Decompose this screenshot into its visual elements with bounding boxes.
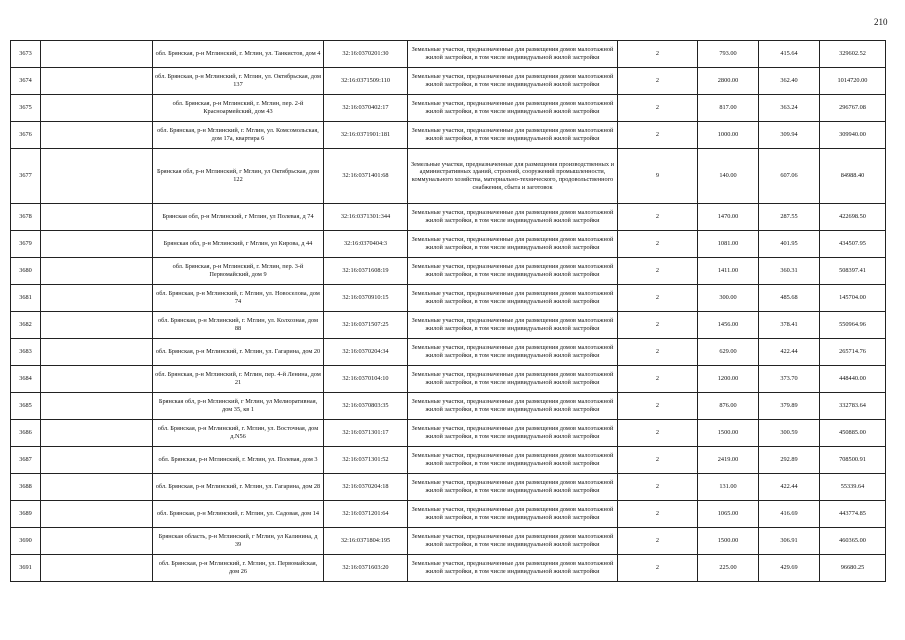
group-code-cell: 2 [618,204,698,231]
cadastral-value-cell: 84988.40 [820,149,886,204]
cadastral-value-cell: 1014720.00 [820,68,886,95]
address-cell: обл. Брянская, р-н Мглинский, г. Мглин, ул. Гагарина, дом 28 [153,474,324,501]
area-cell: 1411.00 [698,258,759,285]
address-cell: обл. Брянская, р-н Мглинский, г. Мглин, пер. 4-й Ленина, дом 21 [153,366,324,393]
empty-cell [41,122,153,149]
empty-cell [41,474,153,501]
page-number: 210 [874,17,888,27]
address-cell: обл. Брянская, р-н Мглинский, г. Мглин, ул. Комсомольская, дом 17а, квартира 6 [153,122,324,149]
empty-cell [41,447,153,474]
address-cell: Брянская область, р-н Мглинский, г Мглин, ул Калинина, д 39 [153,528,324,555]
specific-value-cell: 416.69 [759,501,820,528]
specific-value-cell: 373.70 [759,366,820,393]
group-code-cell: 2 [618,95,698,122]
address-cell: обл. Брянская, р-н Мглинский, г. Мглин, пер. 2-й Красноармейский, дом 43 [153,95,324,122]
area-cell: 1470.00 [698,204,759,231]
area-cell: 300.00 [698,285,759,312]
table-row [11,339,886,366]
cadastral-value-cell: 443774.85 [820,501,886,528]
area-cell: 1456.00 [698,312,759,339]
cadastral-number-cell: 32:16:0370402:17 [324,95,408,122]
cadastral-value-cell: 55339.64 [820,474,886,501]
land-use-cell: Земельные участки, предназначенные для размещения домов малоэтажной жилой застройки, в том числе индивидуальной жилой застройки [408,528,618,555]
table-row [11,501,886,528]
table-row [11,95,886,122]
empty-cell [41,41,153,68]
cadastral-value-cell: 309940.00 [820,122,886,149]
area-cell: 1000.00 [698,122,759,149]
cadastral-value-cell: 708500.91 [820,447,886,474]
land-use-cell: Земельные участки, предназначенные для размещения домов малоэтажной жилой застройки, в том числе индивидуальной жилой застройки [408,285,618,312]
row-number-cell: 3675 [11,95,41,122]
cadastral-number-cell: 32:16:0371804:195 [324,528,408,555]
area-cell: 876.00 [698,393,759,420]
cadastral-value-cell: 296767.08 [820,95,886,122]
group-code-cell: 2 [618,366,698,393]
group-code-cell: 2 [618,447,698,474]
area-cell: 629.00 [698,339,759,366]
address-cell: обл. Брянская, р-н Мглинский, г. Мглин, ул. Первомайская, дом 26 [153,555,324,582]
cadastral-value-cell: 434507.95 [820,231,886,258]
area-cell: 1500.00 [698,528,759,555]
cadastral-number-cell: 32:16:0371301:344 [324,204,408,231]
row-number-cell: 3674 [11,68,41,95]
cadastral-number-cell: 32:16:0371201:64 [324,501,408,528]
land-use-cell: Земельные участки, предназначенные для размещения домов малоэтажной жилой застройки, в том числе индивидуальной жилой застройки [408,231,618,258]
cadastral-value-cell: 265714.76 [820,339,886,366]
land-use-cell: Земельные участки, предназначенные для размещения домов малоэтажной жилой застройки, в том числе индивидуальной жилой застройки [408,393,618,420]
table-row [11,474,886,501]
cadastral-number-cell: 32:16:0370204:18 [324,474,408,501]
specific-value-cell: 287.55 [759,204,820,231]
specific-value-cell: 362.40 [759,68,820,95]
address-cell: Брянская обл, р-н Мглинский, г Мглин, ул Полевая, д 74 [153,204,324,231]
cadastral-number-cell: 32:16:0370910:15 [324,285,408,312]
table-body [11,41,886,582]
area-cell: 1200.00 [698,366,759,393]
group-code-cell: 2 [618,312,698,339]
group-code-cell: 2 [618,474,698,501]
group-code-cell: 2 [618,41,698,68]
cadastral-value-cell: 450885.00 [820,420,886,447]
cadastral-value-cell: 332783.64 [820,393,886,420]
empty-cell [41,312,153,339]
cadastral-number-cell: 32:16:0371509:110 [324,68,408,95]
land-use-cell: Земельные участки, предназначенные для размещения домов малоэтажной жилой застройки, в том числе индивидуальной жилой застройки [408,41,618,68]
address-cell: Брянская обл, р-н Мглинский, г Мглин, ул Кирова, д 44 [153,231,324,258]
group-code-cell: 2 [618,258,698,285]
table-row [11,149,886,204]
area-cell: 1065.00 [698,501,759,528]
empty-cell [41,501,153,528]
address-cell: обл. Брянская, р-н Мглинский, г. Мглин, ул. Садовая, дом 14 [153,501,324,528]
empty-cell [41,339,153,366]
row-number-cell: 3686 [11,420,41,447]
cadastral-value-cell: 508397.41 [820,258,886,285]
empty-cell [41,366,153,393]
empty-cell [41,528,153,555]
row-number-cell: 3679 [11,231,41,258]
land-use-cell: Земельные участки, предназначенные для размещения домов малоэтажной жилой застройки, в том числе индивидуальной жилой застройки [408,501,618,528]
specific-value-cell: 309.94 [759,122,820,149]
land-use-cell: Земельные участки, предназначенные для размещения домов малоэтажной жилой застройки, в том числе индивидуальной жилой застройки [408,420,618,447]
address-cell: обл. Брянская, р-н Мглинский, г. Мглин, ул. Гагарина, дом 20 [153,339,324,366]
address-cell: обл. Брянская, р-н Мглинский, г. Мглин, ул. Новоселова, дом 74 [153,285,324,312]
table-row [11,528,886,555]
land-use-cell: Земельные участки, предназначенные для размещения домов малоэтажной жилой застройки, в том числе индивидуальной жилой застройки [408,339,618,366]
row-number-cell: 3681 [11,285,41,312]
row-number-cell: 3682 [11,312,41,339]
empty-cell [41,149,153,204]
cadastral-number-cell: 32:16:0371301:52 [324,447,408,474]
land-use-cell: Земельные участки, предназначенные для размещения домов малоэтажной жилой застройки, в том числе индивидуальной жилой застройки [408,258,618,285]
specific-value-cell: 415.64 [759,41,820,68]
table-row [11,204,886,231]
specific-value-cell: 292.89 [759,447,820,474]
cadastral-number-cell: 32:16:0370201:30 [324,41,408,68]
land-use-cell: Земельные участки, предназначенные для размещения домов малоэтажной жилой застройки, в том числе индивидуальной жилой застройки [408,474,618,501]
row-number-cell: 3684 [11,366,41,393]
land-use-cell: Земельные участки, предназначенные для размещения производственных и административных зданий, строений, сооружений промышленности, коммунального хозяйства, материально-технического, продовольственного снабжения, сбыта и заготовок [408,149,618,204]
area-cell: 225.00 [698,555,759,582]
row-number-cell: 3685 [11,393,41,420]
specific-value-cell: 607.06 [759,149,820,204]
specific-value-cell: 306.91 [759,528,820,555]
cadastral-value-cell: 448440.00 [820,366,886,393]
address-cell: Брянская обл, р-н Мглинский, г Мглин, ул Октябрьская, дом 122 [153,149,324,204]
group-code-cell: 2 [618,339,698,366]
empty-cell [41,68,153,95]
specific-value-cell: 401.95 [759,231,820,258]
table-row [11,258,886,285]
table-row [11,393,886,420]
row-number-cell: 3678 [11,204,41,231]
table-row [11,420,886,447]
group-code-cell: 2 [618,122,698,149]
row-number-cell: 3677 [11,149,41,204]
empty-cell [41,285,153,312]
land-use-cell: Земельные участки, предназначенные для размещения домов малоэтажной жилой застройки, в том числе индивидуальной жилой застройки [408,204,618,231]
land-use-cell: Земельные участки, предназначенные для размещения домов малоэтажной жилой застройки, в том числе индивидуальной жилой застройки [408,555,618,582]
specific-value-cell: 360.31 [759,258,820,285]
cadastral-number-cell: 32:16:0371901:181 [324,122,408,149]
group-code-cell: 9 [618,149,698,204]
specific-value-cell: 422.44 [759,474,820,501]
cadastral-value-cell: 550964.96 [820,312,886,339]
cadastral-number-cell: 32:16:0370104:10 [324,366,408,393]
empty-cell [41,420,153,447]
row-number-cell: 3691 [11,555,41,582]
row-number-cell: 3680 [11,258,41,285]
table-row [11,285,886,312]
table-row [11,447,886,474]
group-code-cell: 2 [618,231,698,258]
specific-value-cell: 379.89 [759,393,820,420]
row-number-cell: 3673 [11,41,41,68]
cadastral-number-cell: 32:16:0371603:20 [324,555,408,582]
cadastral-number-cell: 32:16:0371608:19 [324,258,408,285]
empty-cell [41,258,153,285]
specific-value-cell: 422.44 [759,339,820,366]
empty-cell [41,555,153,582]
table-row [11,122,886,149]
empty-cell [41,231,153,258]
group-code-cell: 2 [618,285,698,312]
row-number-cell: 3687 [11,447,41,474]
table-row [11,366,886,393]
specific-value-cell: 300.59 [759,420,820,447]
address-cell: обл. Брянская, р-н Мглинский, г. Мглин, ул. Восточная, дом д.N56 [153,420,324,447]
specific-value-cell: 378.41 [759,312,820,339]
cadastral-number-cell: 32:16:0371401:68 [324,149,408,204]
land-use-cell: Земельные участки, предназначенные для размещения домов малоэтажной жилой застройки, в том числе индивидуальной жилой застройки [408,312,618,339]
row-number-cell: 3689 [11,501,41,528]
cadastral-number-cell: 32:16:0370803:35 [324,393,408,420]
specific-value-cell: 429.69 [759,555,820,582]
group-code-cell: 2 [618,501,698,528]
row-number-cell: 3676 [11,122,41,149]
cadastral-value-cell: 460365.00 [820,528,886,555]
area-cell: 1500.00 [698,420,759,447]
specific-value-cell: 363.24 [759,95,820,122]
row-number-cell: 3690 [11,528,41,555]
address-cell: обл. Брянская, р-н Мглинский, г. Мглин, ул. Танкистов, дом 4 [153,41,324,68]
cadastral-value-cell: 96680.25 [820,555,886,582]
area-cell: 140.00 [698,149,759,204]
specific-value-cell: 485.68 [759,285,820,312]
land-use-cell: Земельные участки, предназначенные для размещения домов малоэтажной жилой застройки, в том числе индивидуальной жилой застройки [408,122,618,149]
area-cell: 2419.00 [698,447,759,474]
cadastral-number-cell: 32:16:0370404:3 [324,231,408,258]
address-cell: обл. Брянская, р-н Мглинский, г. Мглин, ул. Полевая, дом 3 [153,447,324,474]
area-cell: 1081.00 [698,231,759,258]
table-row [11,312,886,339]
cadastral-value-table [10,40,886,582]
area-cell: 131.00 [698,474,759,501]
table-row [11,41,886,68]
address-cell: обл. Брянская, р-н Мглинский, г. Мглин, ул. Колхозная, дом 88 [153,312,324,339]
land-use-cell: Земельные участки, предназначенные для размещения домов малоэтажной жилой застройки, в том числе индивидуальной жилой застройки [408,95,618,122]
group-code-cell: 2 [618,393,698,420]
cadastral-number-cell: 32:16:0371301:17 [324,420,408,447]
empty-cell [41,95,153,122]
empty-cell [41,393,153,420]
cadastral-value-cell: 422698.50 [820,204,886,231]
area-cell: 817.00 [698,95,759,122]
empty-cell [41,204,153,231]
land-use-cell: Земельные участки, предназначенные для размещения домов малоэтажной жилой застройки, в том числе индивидуальной жилой застройки [408,447,618,474]
group-code-cell: 2 [618,555,698,582]
row-number-cell: 3683 [11,339,41,366]
land-use-cell: Земельные участки, предназначенные для размещения домов малоэтажной жилой застройки, в том числе индивидуальной жилой застройки [408,68,618,95]
address-cell: Брянская обл, р-н Мглинский, г Мглин, ул Мелиоративная, дом 35, кв 1 [153,393,324,420]
table-row [11,68,886,95]
cadastral-number-cell: 32:16:0371507:25 [324,312,408,339]
cadastral-value-cell: 145704.00 [820,285,886,312]
land-use-cell: Земельные участки, предназначенные для размещения домов малоэтажной жилой застройки, в том числе индивидуальной жилой застройки [408,366,618,393]
group-code-cell: 2 [618,528,698,555]
area-cell: 793.00 [698,41,759,68]
row-number-cell: 3688 [11,474,41,501]
address-cell: обл. Брянская, р-н Мглинский, г. Мглин, ул. Октябрьская, дом 137 [153,68,324,95]
table-row [11,231,886,258]
address-cell: обл. Брянская, р-н Мглинский, г. Мглин, пер. 3-й Первомайский, дом 9 [153,258,324,285]
cadastral-value-cell: 329602.52 [820,41,886,68]
group-code-cell: 2 [618,420,698,447]
table-row [11,555,886,582]
group-code-cell: 2 [618,68,698,95]
cadastral-number-cell: 32:16:0370204:34 [324,339,408,366]
area-cell: 2800.00 [698,68,759,95]
